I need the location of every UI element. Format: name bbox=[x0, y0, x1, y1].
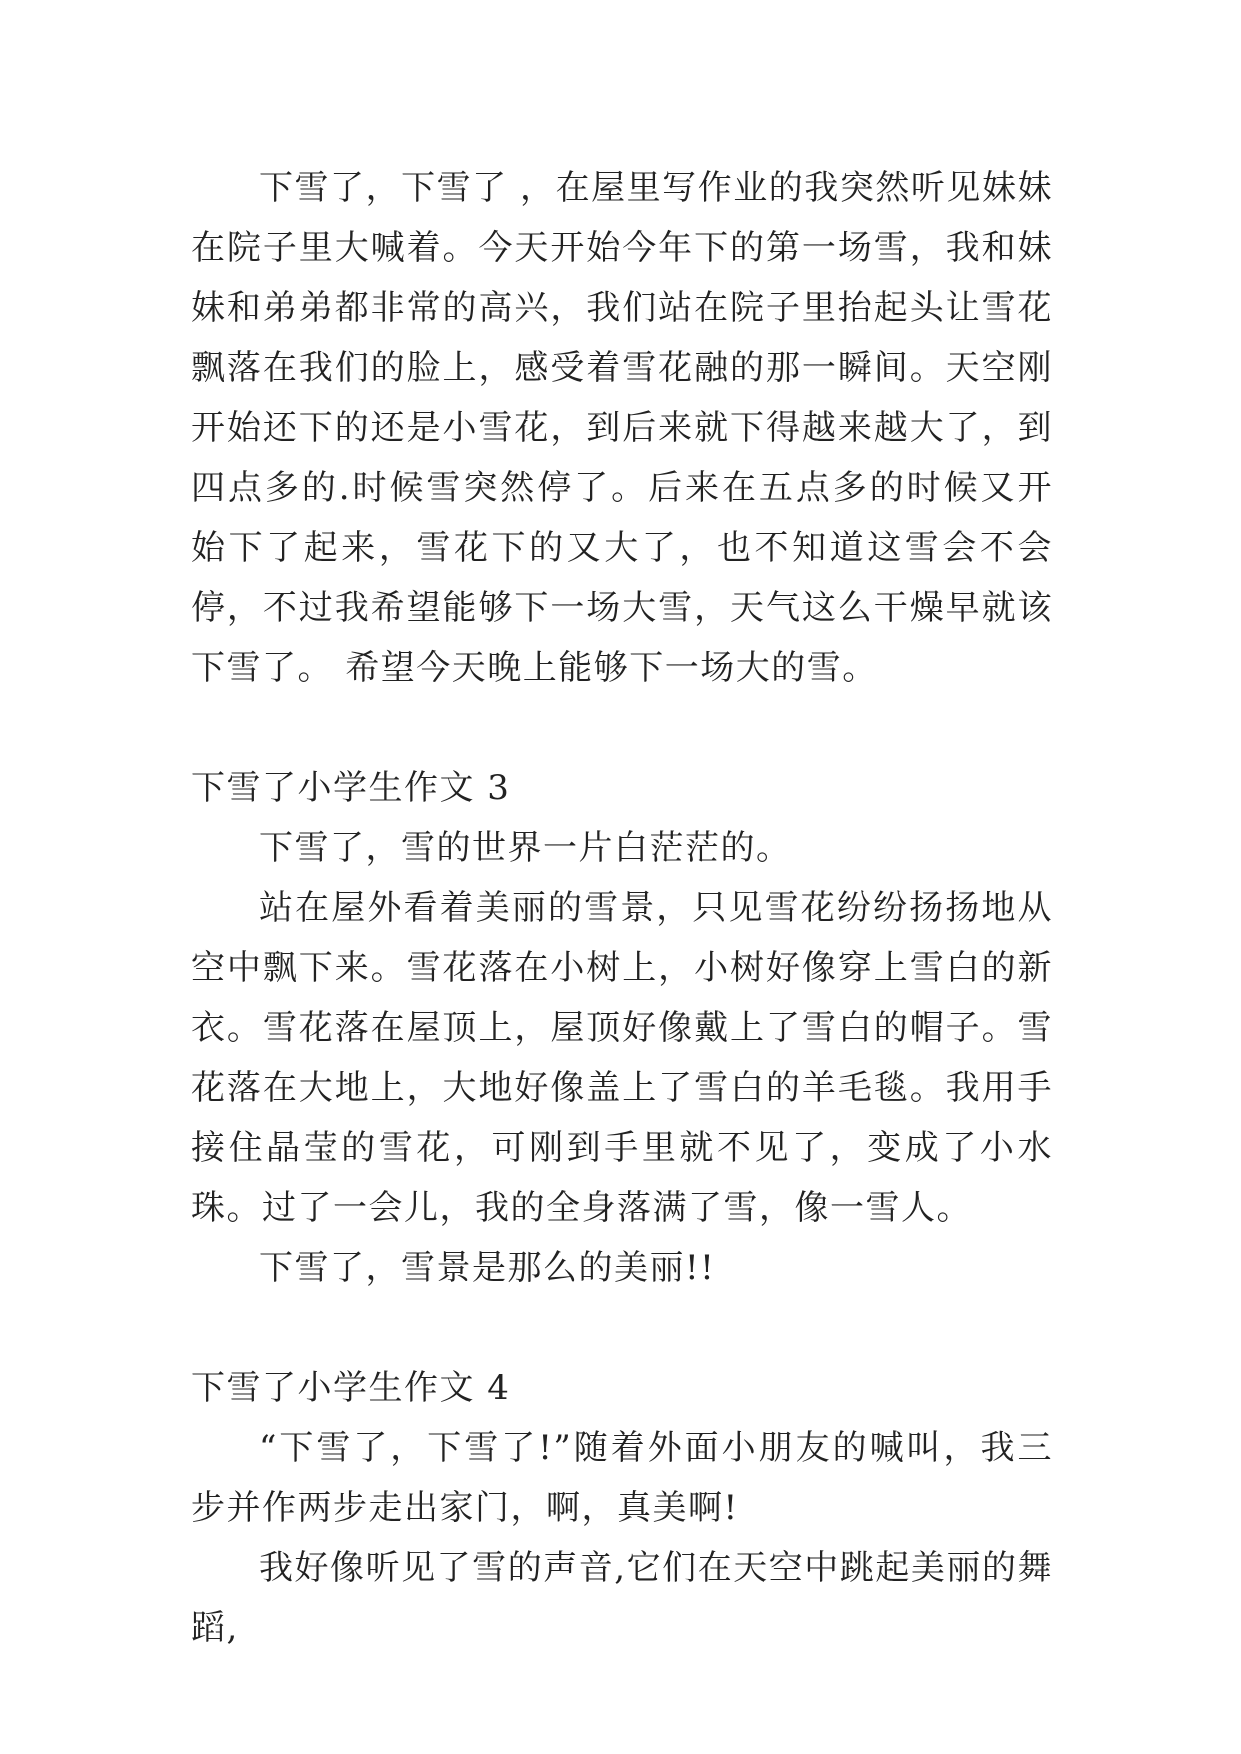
document-body bbox=[191, 158, 1053, 1658]
essay-3-title: 下雪了小学生作文 3 bbox=[191, 768, 511, 808]
section-spacer bbox=[191, 1298, 1053, 1358]
essay-3-paragraph-2: 站在屋外看着美丽的雪景，只见雪花纷纷扬扬地从空中飘下来。雪花落在小树上，小树好像穿上雪白的新衣。雪花落在屋顶上，屋顶好像戴上了雪白的帽子。雪花落在大地上，大地好像盖上了雪白的羊毛毯。我用手接住晶莹的雪花，可刚到手里就不见了，变成了小水珠。过了一会儿，我的全身落满了雪，像一雪人。 bbox=[191, 888, 1053, 1228]
essay-4-title: 下雪了小学生作文 4 bbox=[191, 1368, 511, 1408]
essay-4-paragraph-2: 我好像听见了雪的声音,它们在天空中跳起美丽的舞蹈, bbox=[191, 1548, 1053, 1648]
section-spacer bbox=[191, 698, 1053, 758]
intro-paragraph: 下雪了，下雪了 ，在屋里写作业的我突然听见妹妹在院子里大喊着。今天开始今年下的第一场雪，我和妹妹和弟弟都非常的高兴，我们站在院子里抬起头让雪花飘落在我们的脸上，感受着雪花融的那一瞬间。天空刚开始还下的还是小雪花，到后来就下得越来越大了，到四点多的.时候雪突然停了。后来在五点多的时候又开始下了起来，雪花下的又大了，也不知道这雪会不会停，不过我希望能够下一场大雪，天气这么干燥早就该下雪了。 希望今天晚上能够下一场大的雪。 bbox=[191, 168, 1053, 688]
essay-4-paragraph-1: “下雪了，下雪了!”随着外面小朋友的喊叫，我三步并作两步走出家门，啊，真美啊! bbox=[191, 1428, 1053, 1528]
essay-3-paragraph-1: 下雪了，雪的世界一片白茫茫的。 bbox=[259, 828, 792, 868]
essay-3-paragraph-3: 下雪了，雪景是那么的美丽!! bbox=[259, 1248, 716, 1288]
